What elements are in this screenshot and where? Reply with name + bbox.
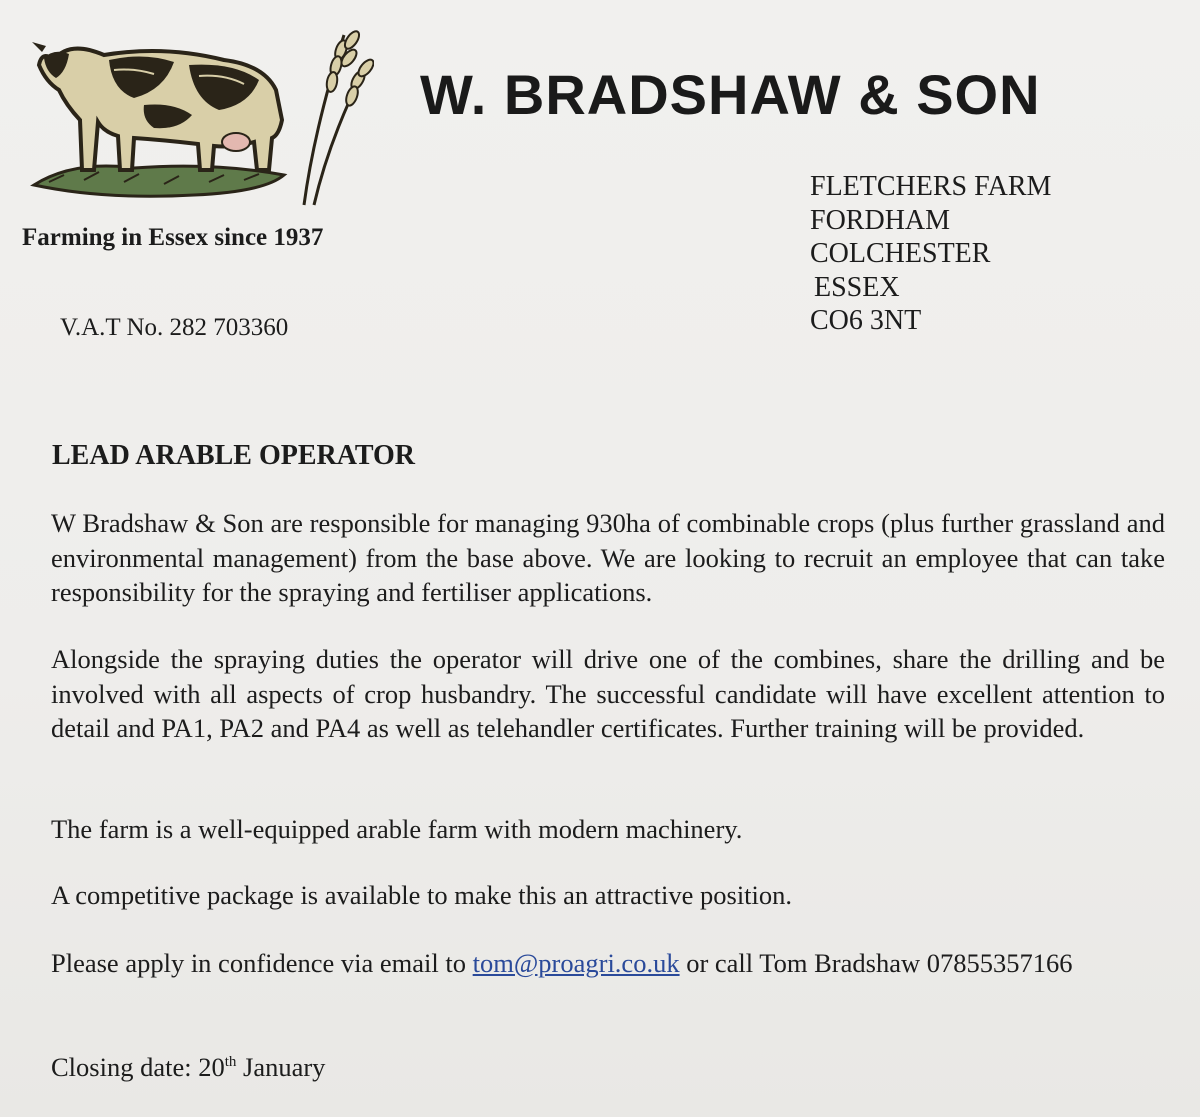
- postal-address: [810, 170, 1051, 338]
- paragraph-responsibilities: W Bradshaw & Son are responsible for managing 930ha of combinable crops (plus further grassland and environmental management) from the base above. We are looking to recruit an employee that can take responsibility for the spraying and fertiliser applications.: [51, 508, 1165, 607]
- paragraph-farm: The farm is a well-equipped arable farm with modern machinery.: [51, 814, 743, 844]
- closing-ordinal: th: [224, 1054, 237, 1071]
- closing-label: Closing date: 20: [51, 1052, 225, 1082]
- address-line: FORDHAM: [810, 204, 951, 236]
- paragraph-apply: [51, 946, 1165, 981]
- cow-and-wheat-logo-icon: [14, 10, 374, 215]
- address-line: COLCHESTER: [810, 238, 991, 269]
- company-tagline: Farming in Essex since 1937: [22, 224, 324, 251]
- address-line: FLETCHERS FARM: [810, 171, 1052, 202]
- closing-month: January: [243, 1052, 326, 1082]
- closing-date: [51, 1050, 1165, 1085]
- apply-suffix: or call Tom Bradshaw 07855357166: [686, 948, 1073, 978]
- paragraph-duties: Alongside the spraying duties the operator will drive one of the combines, share the drilling and be involved with all aspects of crop husbandry. The successful candidate will have excellent attention to detail and PA1, PA2 and PA4 as well as telehandler certificates. Further training will be provided.: [51, 644, 1165, 743]
- vat-number: V.A.T No. 282 703360: [60, 314, 289, 341]
- email-link[interactable]: tom@proagri.co.uk: [472, 948, 680, 978]
- company-name: W. BRADSHAW & SON: [420, 63, 1041, 126]
- job-title: LEAD ARABLE OPERATOR: [52, 440, 416, 471]
- address-line: ESSEX: [814, 271, 900, 303]
- address-line: CO6 3NT: [810, 305, 922, 336]
- apply-prefix: Please apply in confidence via email to: [51, 948, 467, 978]
- paragraph-package: A competitive package is available to make this an attractive position.: [51, 880, 793, 910]
